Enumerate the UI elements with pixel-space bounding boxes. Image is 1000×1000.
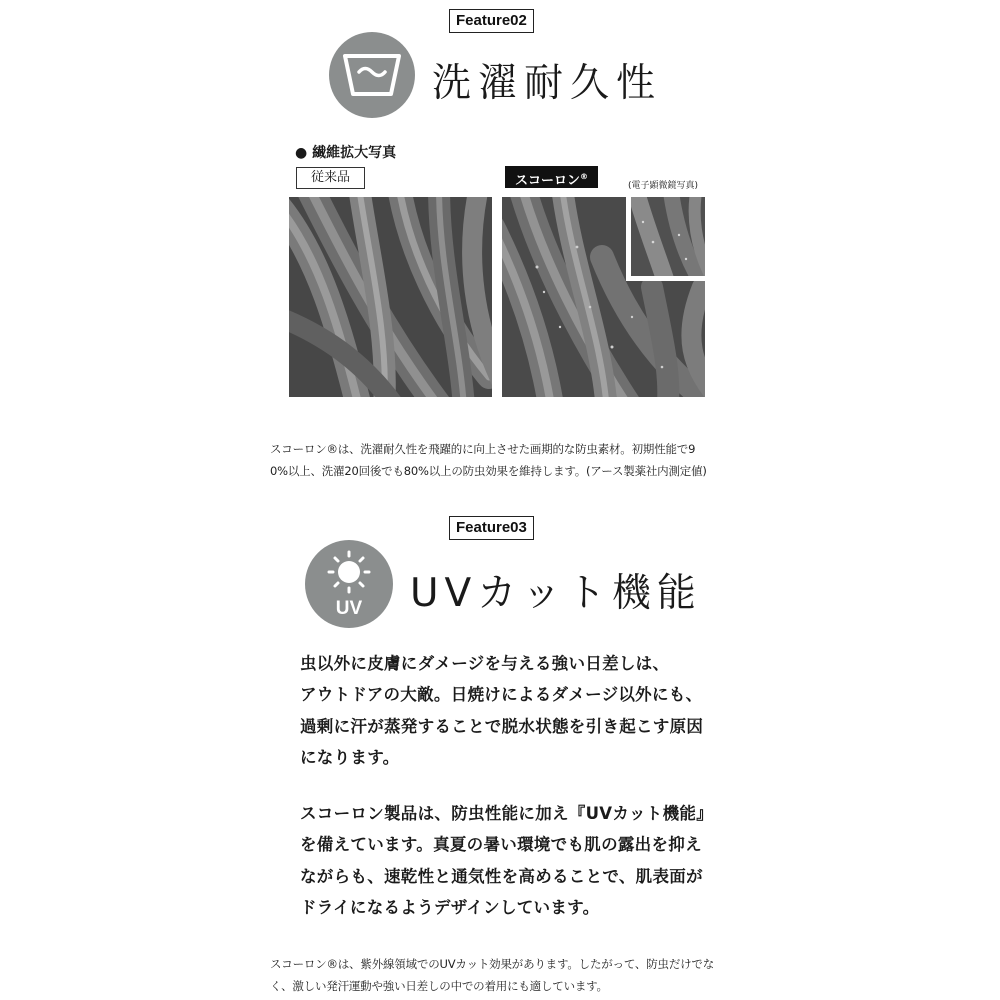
wash-basin-icon <box>329 32 415 118</box>
paragraph-line: スコーロン製品は、防虫性能に加え『UVカット機能』 <box>300 804 714 823</box>
feature02-tag: Feature02 <box>449 9 534 33</box>
feature03-paragraph-2 <box>300 798 720 923</box>
note-line: 0%以上、洗濯20回後でも80%以上の防虫効果を維持します。(アース製薬社内測定値) <box>270 464 707 478</box>
note-line: く、激しい発汗運動や強い日差しの中での着用にも適しています。 <box>270 979 608 993</box>
scoron-fiber-inset-photo <box>626 197 705 281</box>
feature03-tag: Feature03 <box>449 516 534 540</box>
scoron-fiber-photo <box>502 197 705 397</box>
sun-uv-icon <box>305 540 393 628</box>
feature03-paragraph-1 <box>300 648 720 773</box>
feature02-note <box>270 438 732 482</box>
microscope-note: (電子顕微鏡写真) <box>628 181 699 191</box>
conventional-product-label: 従来品 <box>296 167 365 189</box>
paragraph-line: 虫以外に皮膚にダメージを与える強い日差しは、 <box>300 654 670 673</box>
fiber-photo-caption: ● 繊維拡大写真 <box>295 145 397 161</box>
paragraph-line: 過剰に汗が蒸発することで脱水状態を引き起こす原因 <box>300 716 704 736</box>
paragraph-line: アウトドアの大敵。日焼けによるダメージ以外にも、 <box>300 685 703 705</box>
paragraph-line: を備えています。真夏の暑い環境でも肌の露出を抑え <box>300 835 702 855</box>
paragraph-line: ドライになるようデザインしています。 <box>300 897 600 917</box>
feature02-heading: 洗濯耐久性 <box>432 61 663 106</box>
scoron-product-label <box>505 166 598 188</box>
conventional-fiber-photo <box>289 197 492 397</box>
feature03-heading: UVカット機能 <box>410 571 702 616</box>
registered-mark: ® <box>580 172 589 181</box>
feature03-note <box>270 953 732 997</box>
note-line: スコーロン®は、洗濯耐久性を飛躍的に向上させた画期的な防虫素材。初期性能で9 <box>270 442 696 456</box>
paragraph-line: になります。 <box>300 747 400 767</box>
scoron-label-text: スコーロン <box>515 173 581 189</box>
uv-icon-text: UV <box>335 598 363 619</box>
paragraph-line: ながらも、速乾性と通気性を高めることで、肌表面が <box>300 866 703 886</box>
note-line: スコーロン®は、紫外線領域でのUVカット効果があります。したがって、防虫だけでな <box>270 957 715 971</box>
